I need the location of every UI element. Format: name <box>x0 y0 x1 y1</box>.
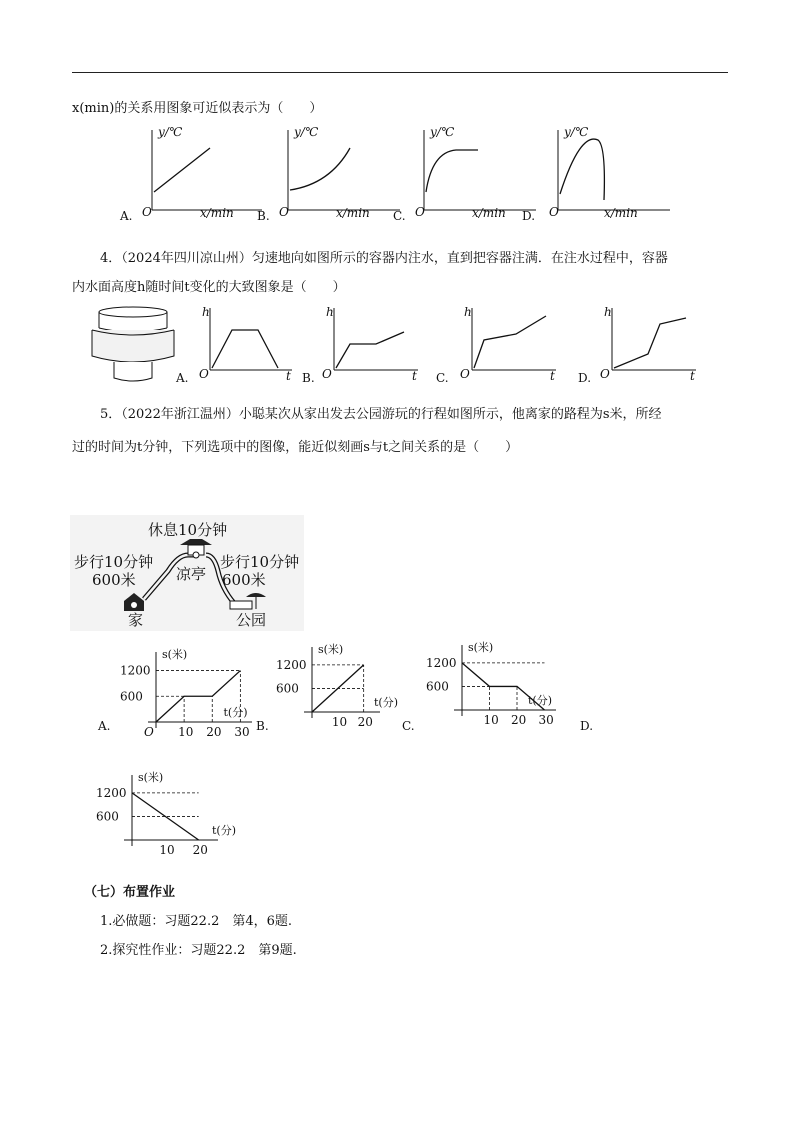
q3-a-ylabel: y/℃ <box>158 125 183 139</box>
q4-c-origin: O <box>460 367 470 381</box>
q5-a-xtick-20: 20 <box>206 725 222 739</box>
map-park-label: 公园 <box>236 611 267 629</box>
q5-d-xlabel: t(分) <box>212 824 237 837</box>
q4-b-xlabel: t <box>412 369 417 383</box>
homework-item-2: 2.探究性作业：习题22.2 第9题. <box>100 943 297 958</box>
homework-item-1: 1.必做题：习题22.2 第4，6题. <box>100 914 293 929</box>
q3-b-ylabel: y/℃ <box>294 125 319 139</box>
q5-opt-c: C. <box>402 719 415 733</box>
q5-opt-b: B. <box>256 719 269 733</box>
q3-opt-d: D. <box>522 209 536 223</box>
q5-a-xtick-30: 30 <box>234 725 250 739</box>
q4-graph-c <box>460 305 556 383</box>
q5-a-ytick-1200: 1200 <box>120 663 151 678</box>
q5-a-xtick-10: 10 <box>178 725 194 739</box>
q5-d-xtick-20: 20 <box>192 843 208 857</box>
map-dist-left: 600米 <box>92 571 136 589</box>
map-rest-label: 休息10分钟 <box>148 521 228 539</box>
q4-d-xlabel: t <box>690 369 695 383</box>
q3-opt-b: B. <box>257 209 270 223</box>
q4-b-origin: O <box>322 367 332 381</box>
q5-d-ylabel: s(米) <box>138 771 164 784</box>
q5-c-xlabel: t(分) <box>528 694 553 707</box>
q4-stem-line2: 内水面高度h随时间t变化的大致图象是（ ） <box>72 280 346 295</box>
q4-opt-d: D. <box>578 371 592 385</box>
q4-d-ylabel: h <box>604 305 612 319</box>
q5-b-xtick-20: 20 <box>357 715 373 729</box>
q5-route-map <box>70 515 310 635</box>
q4-graph-a <box>199 305 292 383</box>
q5-b-xlabel: t(分) <box>374 696 399 709</box>
q3-graph-c <box>415 125 536 220</box>
q5-a-ytick-600: 600 <box>120 689 143 704</box>
q3-graph-a <box>142 125 262 220</box>
q5-d-xtick-10: 10 <box>159 843 175 857</box>
q5-b-ytick-1200: 1200 <box>276 657 307 672</box>
q5-b-ytick-600: 600 <box>276 681 299 696</box>
q3-graphs <box>0 122 800 232</box>
map-pavilion-label: 凉亭 <box>176 565 207 583</box>
q5-d-ytick-600: 600 <box>96 809 119 824</box>
q4-opt-c: C. <box>436 371 449 385</box>
q4-a-origin: O <box>199 367 209 381</box>
q4-container-figure <box>92 307 174 381</box>
q5-option-graphs <box>0 641 800 870</box>
q5-a-ylabel: s(米) <box>162 648 188 661</box>
homework-title: （七）布置作业 <box>84 885 176 900</box>
q3-d-ylabel: y/℃ <box>564 125 589 139</box>
q5-c-ylabel: s(米) <box>468 641 494 654</box>
map-walk-right: 步行10分钟 <box>220 553 300 571</box>
q5-c-xtick-30: 30 <box>538 713 554 727</box>
q4-opt-a: A. <box>176 371 189 385</box>
map-home-label: 家 <box>128 611 144 629</box>
q4-stem-line1: 4．（2024年四川凉山州）匀速地向如图所示的容器内注水，直到把容器注满．在注水过程中，容器 <box>100 251 668 266</box>
q4-c-ylabel: h <box>464 305 472 319</box>
q4-a-xlabel: t <box>286 369 291 383</box>
q3-b-xlabel: x/min <box>336 206 370 220</box>
q5-c-xtick-10: 10 <box>483 713 499 727</box>
q3-opt-a: A. <box>120 209 133 223</box>
q3-c-origin: O <box>415 205 425 219</box>
q5-b-xtick-10: 10 <box>331 715 348 729</box>
q3-graph-b <box>279 125 400 220</box>
q4-b-ylabel: h <box>326 305 334 319</box>
header-rule <box>72 72 728 73</box>
q5-c-xtick-20: 20 <box>511 713 527 727</box>
q5-d-ytick-1200: 1200 <box>96 785 127 800</box>
q3-a-xlabel: x/min <box>200 206 234 220</box>
q3-d-xlabel: x/min <box>604 206 638 220</box>
q3-a-origin: O <box>142 205 152 219</box>
q4-a-ylabel: h <box>202 305 210 319</box>
q5-b-ylabel: s(米) <box>318 643 344 656</box>
q4-figures <box>0 300 800 390</box>
map-walk-left: 步行10分钟 <box>74 553 154 571</box>
q3-b-origin: O <box>279 205 289 219</box>
q5-c-ytick-600: 600 <box>426 679 449 694</box>
q4-graph-d <box>600 305 696 383</box>
q3-stem: x(min)的关系用图象可近似表示为（ ） <box>72 101 323 116</box>
q3-graph-d <box>549 125 670 220</box>
q4-opt-b: B. <box>302 371 315 385</box>
q4-graph-b <box>322 305 418 383</box>
q3-opt-c: C. <box>393 209 406 223</box>
q5-a-origin: O <box>144 725 154 739</box>
q3-d-origin: O <box>549 205 559 219</box>
q4-d-origin: O <box>600 367 610 381</box>
q3-c-xlabel: x/min <box>472 206 506 220</box>
q3-c-ylabel: y/℃ <box>430 125 455 139</box>
q5-opt-a: A. <box>98 719 111 733</box>
q5-stem-line2: 过的时间为t分钟，下列选项中的图像，能近似刻画s与t之间关系的是（ ） <box>72 440 519 455</box>
map-dist-right: 600米 <box>222 571 266 589</box>
q5-opt-d: D. <box>580 719 594 733</box>
q4-c-xlabel: t <box>550 369 555 383</box>
q5-a-xlabel: t(分) <box>223 706 248 719</box>
q5-c-ytick-1200: 1200 <box>426 655 457 670</box>
q5-stem-line1: 5．（2022年浙江温州）小聪某次从家出发去公园游玩的行程如图所示，他离家的路程为s米，所经 <box>100 407 662 422</box>
